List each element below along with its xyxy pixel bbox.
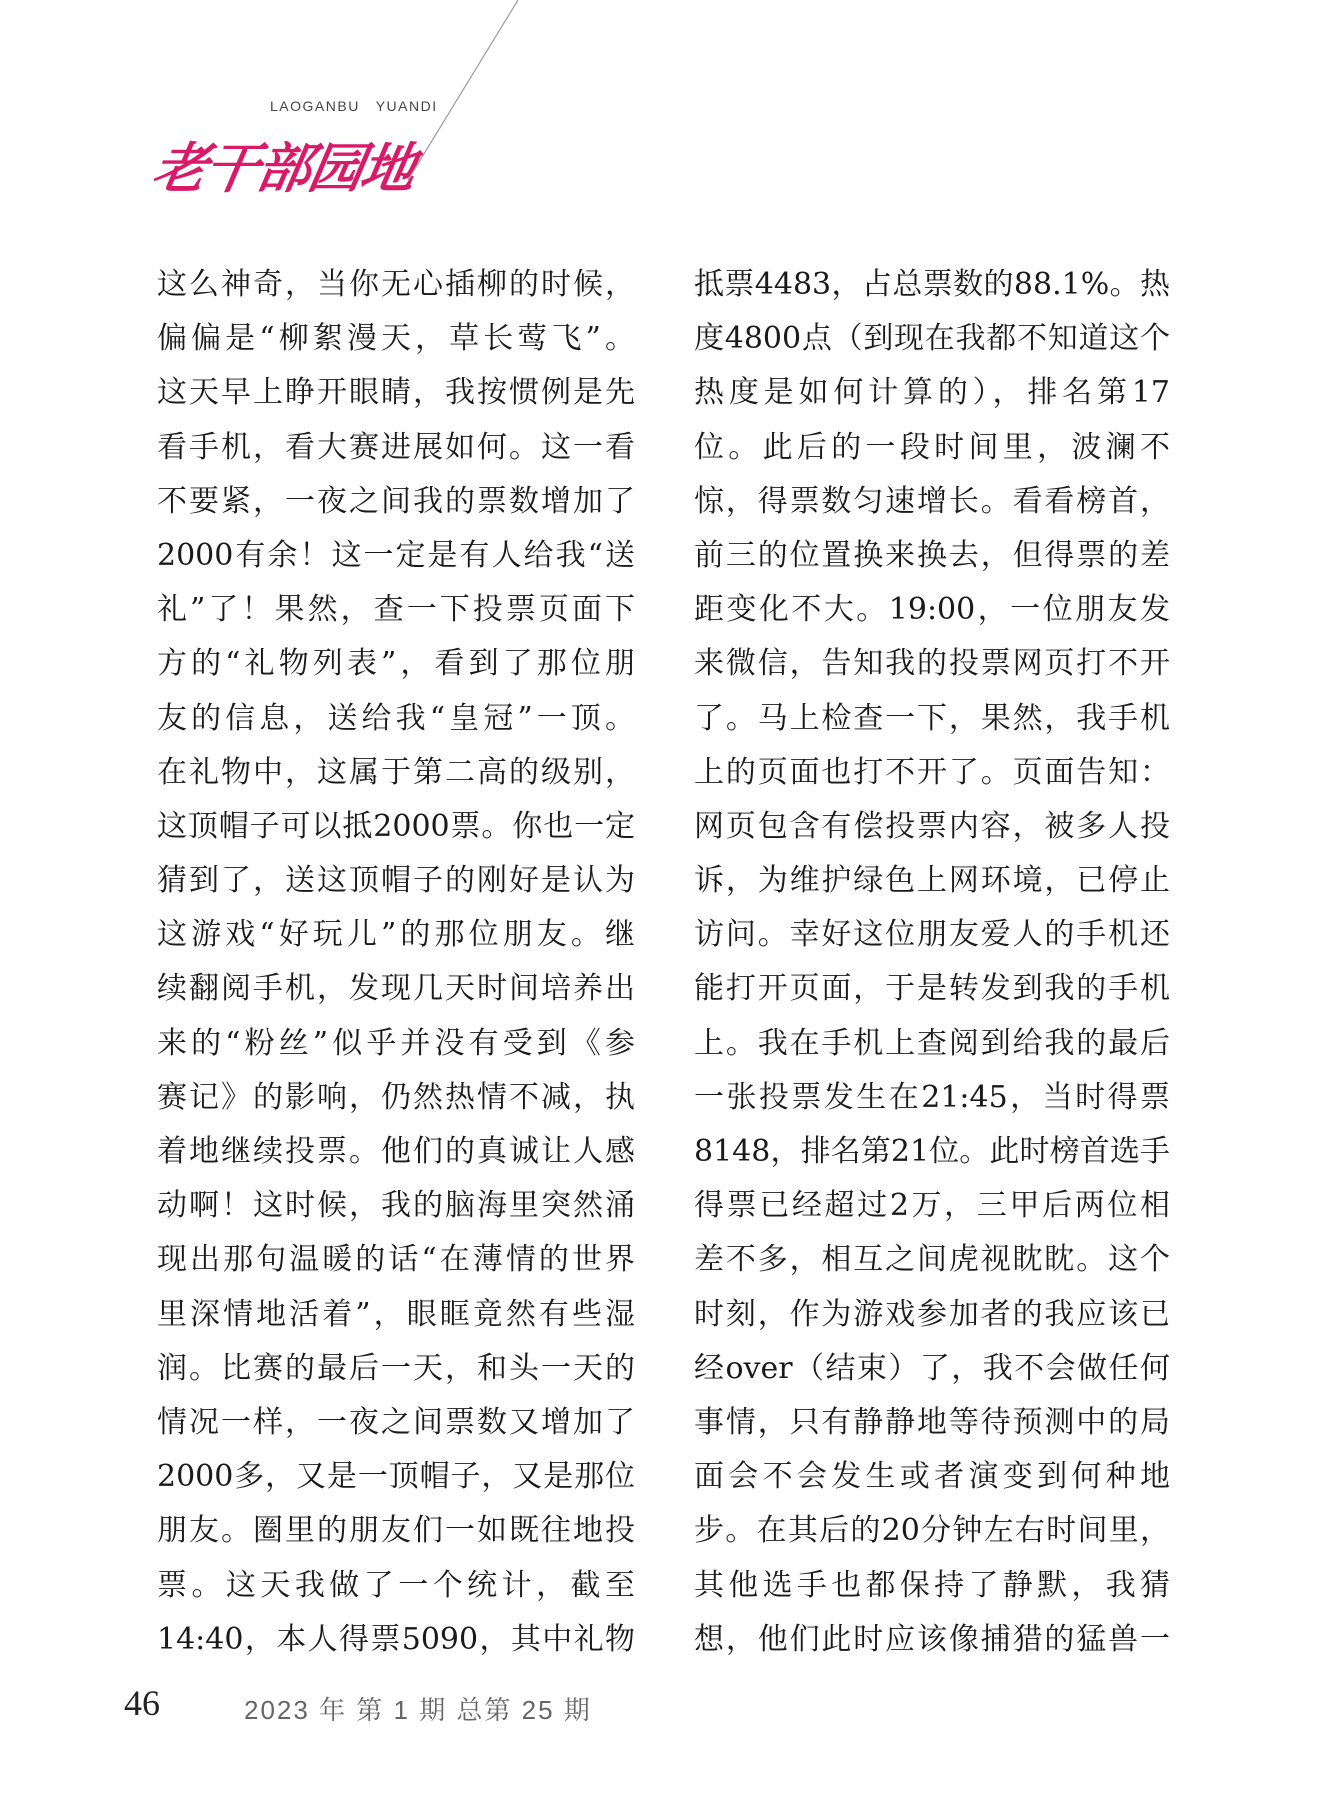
- text-line: 动啊！这时候，我的脑海里突然涌: [157, 1188, 635, 1224]
- text-line: 抵票4483，占总票数的88.1%。热: [694, 267, 1170, 302]
- text-line: 事情，只有静静地等待预测中的局: [694, 1404, 1170, 1440]
- text-line: 惊，得票数匀速增长。看看榜首，: [694, 483, 1170, 519]
- right-text-column: [694, 258, 1170, 1667]
- text-line: 朋友。圈里的朋友们一如既往地投: [157, 1513, 635, 1549]
- text-line: 上的页面也打不开了。页面告知：: [694, 754, 1170, 790]
- text-line: 这游戏“好玩儿”的那位朋友。继: [157, 917, 635, 953]
- text-line: 续翻阅手机，发现几天时间培养出: [157, 971, 635, 1007]
- text-line: 经over（结束）了，我不会做任何: [694, 1350, 1170, 1386]
- text-line: 8148，排名第21位。此时榜首选手: [694, 1134, 1170, 1169]
- text-line: 度4800点（到现在我都不知道这个: [694, 321, 1170, 357]
- text-line: 偏偏是“柳絮漫天，草长莺飞”。: [157, 321, 635, 357]
- text-line: 赛记》的影响，仍然热情不减，执: [157, 1079, 635, 1115]
- text-line: 14:40，本人得票5090，其中礼物: [157, 1621, 635, 1657]
- text-line: 方的“礼物列表”，看到了那位朋: [157, 646, 635, 682]
- text-line: 一张投票发生在21:45，当时得票: [694, 1079, 1170, 1115]
- text-line: 这天早上睁开眼睛，我按惯例是先: [157, 375, 635, 411]
- decorative-diagonal-line: [390, 0, 530, 190]
- text-line: 在礼物中，这属于第二高的级别，: [157, 754, 635, 790]
- text-line: 其他选手也都保持了静默，我猜: [694, 1567, 1170, 1603]
- text-line: 热度是如何计算的），排名第17: [694, 375, 1170, 411]
- text-line: 面会不会发生或者演变到何种地: [694, 1459, 1170, 1495]
- text-line: 现出那句温暖的话“在薄情的世界: [157, 1242, 635, 1278]
- text-line: 猜到了，送这顶帽子的刚好是认为: [157, 863, 635, 899]
- text-line: 这么神奇，当你无心插柳的时候，: [157, 267, 635, 302]
- text-line: 着地继续投票。他们的真诚让人感: [157, 1134, 635, 1169]
- text-line: 想，他们此时应该像捕猎的猛兽一: [694, 1621, 1170, 1657]
- text-line: 看手机，看大赛进展如何。这一看: [157, 429, 635, 465]
- magazine-logo: 老干部园地: [147, 136, 420, 200]
- text-line: 访问。幸好这位朋友爱人的手机还: [694, 917, 1170, 953]
- text-line: 差不多，相互之间虎视眈眈。这个: [694, 1242, 1170, 1278]
- text-line: 诉，为维护绿色上网环境，已停止: [694, 863, 1170, 899]
- header-pinyin: LAOGANBU YUANDI: [270, 98, 438, 114]
- text-line: 里深情地活着”，眼眶竟然有些湿: [157, 1296, 635, 1332]
- text-line: 2000多，又是一顶帽子，又是那位: [157, 1459, 635, 1495]
- text-line: 不要紧，一夜之间我的票数增加了: [157, 483, 635, 519]
- text-line: 这顶帽子可以抵2000票。你也一定: [157, 808, 635, 844]
- text-line: 2000有余！这一定是有人给我“送: [157, 537, 635, 573]
- issue-info: 2023 年 第 1 期 总第 25 期: [244, 1695, 592, 1725]
- text-line: 能打开页面，于是转发到我的手机: [694, 971, 1170, 1007]
- text-line: 票。这天我做了一个统计，截至: [157, 1567, 635, 1603]
- text-line: 情况一样，一夜之间票数又增加了: [157, 1404, 635, 1440]
- text-line: 得票已经超过2万，三甲后两位相: [694, 1188, 1170, 1224]
- text-line: 礼”了！果然，查一下投票页面下: [157, 592, 635, 628]
- text-line: 了。马上检查一下，果然，我手机: [694, 700, 1170, 736]
- left-text-column: [157, 258, 635, 1667]
- text-line: 时刻，作为游戏参加者的我应该已: [694, 1296, 1170, 1332]
- text-line: 前三的位置换来换去，但得票的差: [694, 537, 1170, 573]
- text-line: 网页包含有偿投票内容，被多人投: [694, 808, 1170, 844]
- text-line: 步。在其后的20分钟左右时间里，: [694, 1513, 1170, 1549]
- text-line: 位。此后的一段时间里，波澜不: [694, 429, 1170, 465]
- text-line: 来的“粉丝”似乎并没有受到《参: [157, 1025, 635, 1061]
- text-line: 友的信息，送给我“皇冠”一顶。: [157, 700, 635, 736]
- text-line: 距变化不大。19:00，一位朋友发: [694, 592, 1170, 628]
- page-number: 46: [124, 1683, 160, 1723]
- text-line: 上。我在手机上查阅到给我的最后: [694, 1025, 1170, 1061]
- text-line: 来微信，告知我的投票网页打不开: [694, 646, 1170, 682]
- text-line: 润。比赛的最后一天，和头一天的: [157, 1350, 635, 1386]
